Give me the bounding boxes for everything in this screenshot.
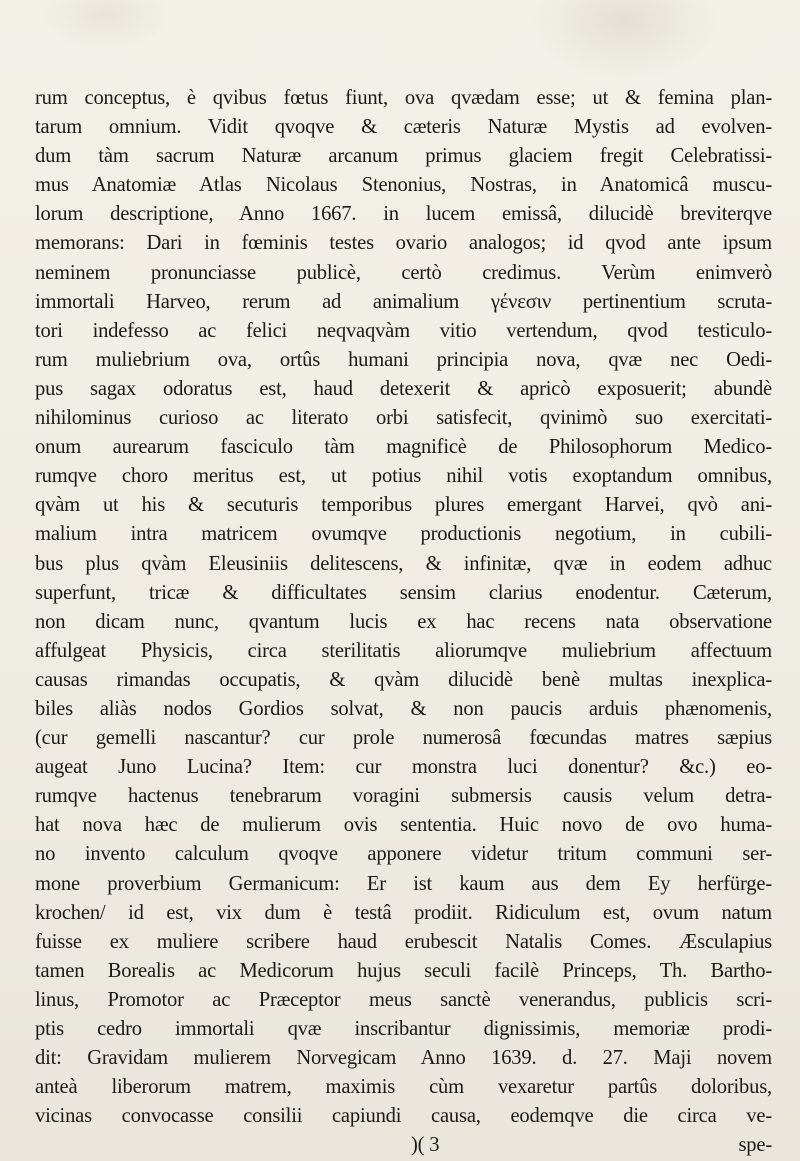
text-line: dum tàm sacrum Naturæ arcanum primus glaciem fregit Celebratissi- xyxy=(35,145,772,168)
text-line: causas rimandas occupatis, & qvàm dilucidè benè multas inexplica- xyxy=(35,668,772,691)
text-line: anteà liberorum matrem, maximis cùm vexaretur partûs doloribus, xyxy=(35,1076,772,1099)
text-line: onum aurearum fasciculo tàm magnificè de Philosophorum Medico- xyxy=(35,436,772,459)
text-line: memorans: Dari in fœminis testes ovario analogos; id qvod ante ipsum xyxy=(35,232,772,255)
text-line: non dicam nunc, qvantum lucis ex hac recens nata observatione xyxy=(35,610,772,633)
text-line: krochen/ id est, vix dum è testâ prodiit. Ridiculum est, ovum natum xyxy=(35,901,772,924)
text-line: qvàm ut his & secuturis temporibus plures emergant Harvei, qvò ani- xyxy=(35,494,772,517)
text-line: immortali Harveo, rerum ad animalium γένεσιν pertinentium scruta- xyxy=(35,290,772,313)
catchword: spe- xyxy=(738,1134,772,1157)
text-line: vicinas convocasse consilii capiundi causa, eodemqve die circa ve- xyxy=(35,1105,772,1128)
text-line: nihilominus curioso ac literato orbi satisfecit, qvinimò suo exercitati- xyxy=(35,407,772,430)
text-line: tori indefesso ac felici neqvaqvàm vitio vertendum, qvod testiculo- xyxy=(35,319,772,342)
text-line: no invento calculum qvoqve apponere videtur tritum communi ser- xyxy=(35,843,772,866)
text-line: augeat Juno Lucina? Item: cur monstra luci donentur? &c.) eo- xyxy=(35,756,772,779)
text-line: affulgeat Physicis, circa sterilitatis aliorumqve muliebrium affectuum xyxy=(35,639,772,662)
text-line: tamen Borealis ac Medicorum hujus seculi facilè Princeps, Th. Bartho- xyxy=(35,959,772,982)
text-line: rum conceptus, è qvibus fœtus fiunt, ova qvædam esse; ut & femina plan- xyxy=(35,87,772,109)
text-line: neminem pronunciasse publicè, certò credimus. Verùm enimverò xyxy=(35,261,772,284)
text-line: bus plus qvàm Eleusiniis delitescens, & infinitæ, qvæ in eodem adhuc xyxy=(35,552,772,575)
text-line: pus sagax odoratus est, haud detexerit & apricò exposuerit; abundè xyxy=(35,377,772,400)
text-line: hat nova hæc de mulierum ovis sententia. Huic novo de ovo huma- xyxy=(35,814,772,837)
text-line: rumqve hactenus tenebrarum voragini submersis causis velum detra- xyxy=(35,785,772,808)
text-line: (cur gemelli nascantur? cur prole numerosâ fœcundas matres sæpius xyxy=(35,727,772,750)
text-line: biles aliàs nodos Gordios solvat, & non paucis arduis phænomenis, xyxy=(35,697,772,720)
signature-mark: )( 3 xyxy=(411,1134,440,1157)
paper-stain xyxy=(530,0,720,80)
text-line: rumqve choro meritus est, ut potius nihil votis exoptandum omnibus, xyxy=(35,465,772,488)
text-line: mus Anatomiæ Atlas Nicolaus Stenonius, Nostras, in Anatomicâ muscu- xyxy=(35,174,772,197)
paper-stain xyxy=(40,0,170,50)
text-line: ptis cedro immortali qvæ inscribantur dignissimis, memoriæ prodi- xyxy=(35,1018,772,1040)
text-line: dit: Gravidam mulierem Norvegicam Anno 1639. d. 27. Maji novem xyxy=(35,1047,772,1070)
text-line: mone proverbium Germanicum: Er ist kaum aus dem Ey herfürge- xyxy=(35,872,772,895)
body-text xyxy=(35,84,772,1160)
text-line: fuisse ex muliere scribere haud erubescit Natalis Comes. Æsculapius xyxy=(35,930,772,953)
text-line: rum muliebrium ova, ortûs humani principia nova, qvæ nec Oedi- xyxy=(35,348,772,371)
text-line: linus, Promotor ac Præceptor meus sanctè venerandus, publicis scri- xyxy=(35,988,772,1011)
text-line: superfunt, tricæ & difficultates sensim clarius enodentur. Cæterum, xyxy=(35,581,772,604)
text-line: lorum descriptione, Anno 1667. in lucem emissâ, dilucidè breviterqve xyxy=(35,203,772,226)
page-footer xyxy=(35,1131,772,1160)
text-line: malium intra matricem ovumqve productionis negotium, in cubili- xyxy=(35,523,772,546)
text-line: tarum omnium. Vidit qvoqve & cæteris Naturæ Mystis ad evolven- xyxy=(35,116,772,139)
